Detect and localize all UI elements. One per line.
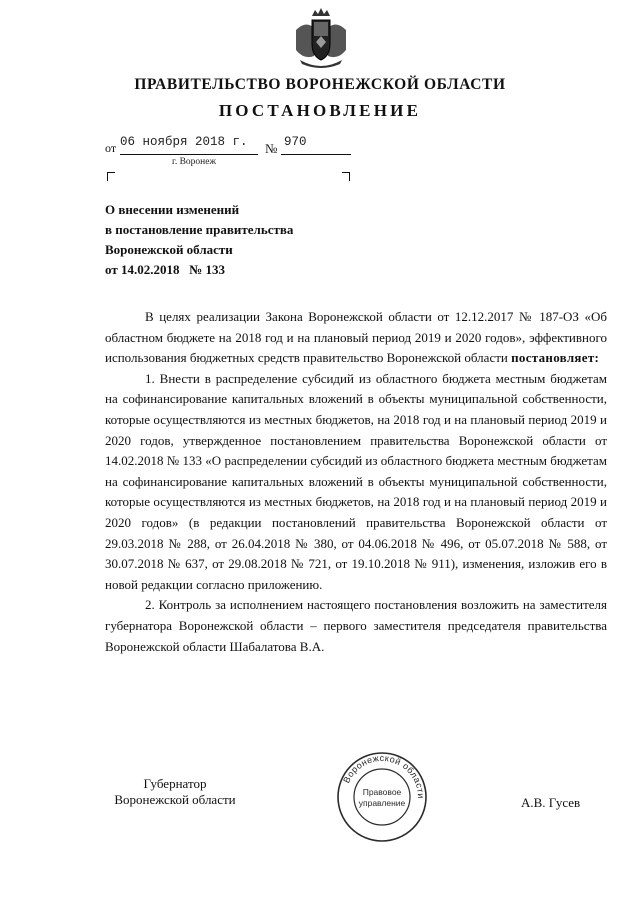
signatory-title-line: Губернатор xyxy=(143,776,207,791)
document-date: 06 ноября 2018 г. xyxy=(120,135,248,149)
preamble-text: В целях реализации Закона Воронежской области от 12.12.2017 № 187-ОЗ «Об областном бюджете на 2018 год и на плановый период 2019 и 2020 годов», эффективного использования бюджетных средств правительство Воронежской области xyxy=(105,309,607,366)
resolves-keyword: постановляет: xyxy=(511,350,600,366)
document-type: ПОСТАНОВЛЕНИЕ xyxy=(218,101,422,120)
document-subject xyxy=(105,200,405,280)
clause-2-paragraph: 2. Контроль за исполнением настоящего постановления возложить на заместителя губернатора Воронежской области – первого заместителя председателя правительства Воронежской области Шабалатова В.А. xyxy=(105,597,607,654)
stamp-inner-line: управление xyxy=(358,798,406,808)
stamp-inner-line: Правовое xyxy=(362,787,402,797)
signatory-title-line: Воронежской области xyxy=(114,792,236,807)
city-name: г. Воронеж xyxy=(172,157,217,167)
subject-corner-left xyxy=(107,172,115,181)
subject-line: Воронежской области xyxy=(105,242,233,257)
coat-of-arms-emblem xyxy=(292,6,350,72)
legal-department-stamp xyxy=(336,751,428,843)
signatory-title xyxy=(105,776,245,808)
stamp-ring-text: Воронежской области xyxy=(341,752,427,800)
document-number: 970 xyxy=(284,135,307,149)
number-underline xyxy=(281,154,351,155)
subject-line: О внесении изменений xyxy=(105,202,240,217)
date-prefix: от xyxy=(105,141,117,155)
preamble-paragraph xyxy=(105,307,607,369)
government-name: ПРАВИТЕЛЬСТВО ВОРОНЕЖСКОЙ ОБЛАСТИ xyxy=(134,76,506,93)
document-body xyxy=(105,307,607,657)
date-underline xyxy=(120,154,258,155)
clause-1-paragraph: 1. Внести в распределение субсидий из областного бюджета местным бюджетам на софинансирование капитальных вложений в объекты муниципальной собственности, которые осуществляются из местных бюджетов, на 2018 год и на плановый период 2019 и 2020 годов, утвержденное постановлением правительства Воронежской области от 14.02.2018 № 133 «О распределении субсидий из областного бюджета местным бюджетам на софинансирование капитальных вложений в объекты муниципальной собственности, которые осуществляются из местных бюджетов, на 2018 год и на плановый период 2019 и 2020 годов» (в редакции постановлений правительства Воронежской области от 29.03.2018 № 288, от 26.04.2018 № 380, от 04.06.2018 № 496, от 05.07.2018 № 588, от 30.07.2018 № 637, от 29.08.2018 № 721, от 19.10.2018 № 911), изменения, изложив его в новой редакции согласно приложению. xyxy=(105,370,607,592)
subject-line: в постановление правительства xyxy=(105,222,294,237)
subject-corner-right xyxy=(342,172,350,181)
signatory-name: А.В. Гусев xyxy=(521,795,581,810)
subject-line: от 14.02.2018 № 133 xyxy=(105,262,226,277)
number-prefix: № xyxy=(265,141,278,156)
